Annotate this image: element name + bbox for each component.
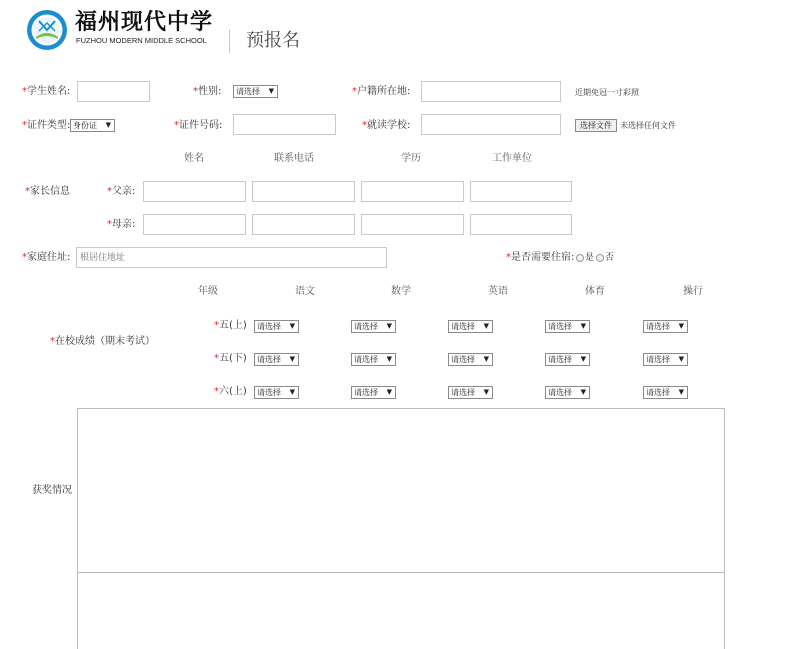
father-workplace-input[interactable]	[470, 181, 572, 202]
grades-label: *在校成绩（期末考试）	[50, 336, 155, 347]
chevron-down-icon: ▼	[483, 388, 489, 396]
photo-note: 近期免冠一寸彩照	[575, 88, 639, 97]
chevron-down-icon: ▼	[268, 87, 274, 95]
gender-select[interactable]: 请选择 ▼	[233, 85, 278, 98]
grade-select-conduct[interactable]: 请选择 ▼	[643, 320, 688, 333]
student-name-input[interactable]	[77, 81, 150, 102]
chevron-down-icon: ▼	[386, 388, 392, 396]
grade-row-label: *五(上)	[214, 320, 247, 331]
father-label: *父亲:	[107, 186, 136, 197]
grade-select-english[interactable]: 请选择 ▼	[448, 386, 493, 399]
address-label: *家庭住址:	[22, 252, 71, 263]
boarding-options	[574, 251, 614, 265]
grade-select-chinese[interactable]: 请选择 ▼	[254, 386, 299, 399]
grade-header-chinese: 语文	[295, 286, 315, 297]
awards-textarea[interactable]	[77, 408, 725, 573]
chevron-down-icon: ▼	[678, 388, 684, 396]
grade-select-math[interactable]: 请选择 ▼	[351, 386, 396, 399]
grade-row-label: *六(上)	[214, 386, 247, 397]
grade-select-english[interactable]: 请选择 ▼	[448, 320, 493, 333]
grade-header-pe: 体育	[585, 286, 605, 297]
household-label: *户籍所在地:	[352, 86, 411, 97]
school-name-cn: 福州现代中学	[75, 10, 214, 35]
grade-row-label: *五(下)	[214, 353, 247, 364]
grade-select-pe[interactable]: 请选择 ▼	[545, 320, 590, 333]
boarding-label: *是否需要住宿:	[506, 252, 575, 263]
boarding-no-label: 否	[605, 253, 615, 263]
grade-header-grade: 年级	[198, 286, 218, 297]
grade-select-conduct[interactable]: 请选择 ▼	[643, 386, 688, 399]
chevron-down-icon: ▼	[580, 355, 586, 363]
id-type-label: *证件类型:	[22, 120, 71, 131]
mother-education-input[interactable]	[361, 214, 464, 235]
current-school-label: *就读学校:	[362, 120, 411, 131]
student-name-label: *学生姓名:	[22, 86, 71, 97]
extra-textarea[interactable]	[77, 572, 725, 649]
chevron-down-icon: ▼	[580, 322, 586, 330]
chevron-down-icon: ▼	[386, 322, 392, 330]
page-title: 预报名	[246, 30, 300, 51]
chevron-down-icon: ▼	[289, 388, 295, 396]
chevron-down-icon: ▼	[483, 322, 489, 330]
chevron-down-icon: ▼	[289, 355, 295, 363]
parent-header-education: 学历	[401, 153, 421, 164]
grade-header-conduct: 操行	[683, 286, 703, 297]
awards-label: 获奖情况	[32, 485, 72, 496]
mother-label: *母亲:	[107, 219, 136, 230]
choose-file-button[interactable]: 选择文件	[575, 119, 617, 132]
parent-info-label: *家长信息	[25, 186, 70, 197]
chevron-down-icon: ▼	[483, 355, 489, 363]
boarding-no-radio[interactable]	[596, 254, 604, 262]
chevron-down-icon: ▼	[289, 322, 295, 330]
chevron-down-icon: ▼	[678, 355, 684, 363]
father-education-input[interactable]	[361, 181, 464, 202]
boarding-yes-radio[interactable]	[576, 254, 584, 262]
grade-select-math[interactable]: 请选择 ▼	[351, 320, 396, 333]
household-input[interactable]	[421, 81, 561, 102]
mother-name-input[interactable]	[143, 214, 246, 235]
mother-workplace-input[interactable]	[470, 214, 572, 235]
grade-select-math[interactable]: 请选择 ▼	[351, 353, 396, 366]
chevron-down-icon: ▼	[386, 355, 392, 363]
gender-label: *性别:	[193, 86, 222, 97]
grade-select-conduct[interactable]: 请选择 ▼	[643, 353, 688, 366]
parent-header-workplace: 工作单位	[492, 153, 532, 164]
grade-header-english: 英语	[488, 286, 508, 297]
address-input[interactable]	[76, 247, 387, 268]
current-school-input[interactable]	[421, 114, 561, 135]
id-number-label: *证件号码:	[174, 120, 223, 131]
parent-header-phone: 联系电话	[274, 153, 314, 164]
chevron-down-icon: ▼	[678, 322, 684, 330]
boarding-yes-label: 是	[585, 253, 595, 263]
grade-select-chinese[interactable]: 请选择 ▼	[254, 320, 299, 333]
chevron-down-icon: ▼	[580, 388, 586, 396]
grade-select-english[interactable]: 请选择 ▼	[448, 353, 493, 366]
father-phone-input[interactable]	[252, 181, 355, 202]
chevron-down-icon: ▼	[105, 121, 111, 129]
id-number-input[interactable]	[233, 114, 336, 135]
school-logo	[26, 9, 68, 51]
school-name-en: FUZHOU MODERN MIDDLE SCHOOL	[76, 36, 207, 45]
id-type-select[interactable]: 身份证 ▼	[70, 119, 115, 132]
header-divider	[229, 29, 230, 53]
grade-header-math: 数学	[391, 286, 411, 297]
mother-phone-input[interactable]	[252, 214, 355, 235]
grade-select-pe[interactable]: 请选择 ▼	[545, 353, 590, 366]
grade-select-pe[interactable]: 请选择 ▼	[545, 386, 590, 399]
grade-select-chinese[interactable]: 请选择 ▼	[254, 353, 299, 366]
no-file-text: 未选择任何文件	[620, 121, 676, 130]
parent-header-name: 姓名	[184, 153, 204, 164]
father-name-input[interactable]	[143, 181, 246, 202]
